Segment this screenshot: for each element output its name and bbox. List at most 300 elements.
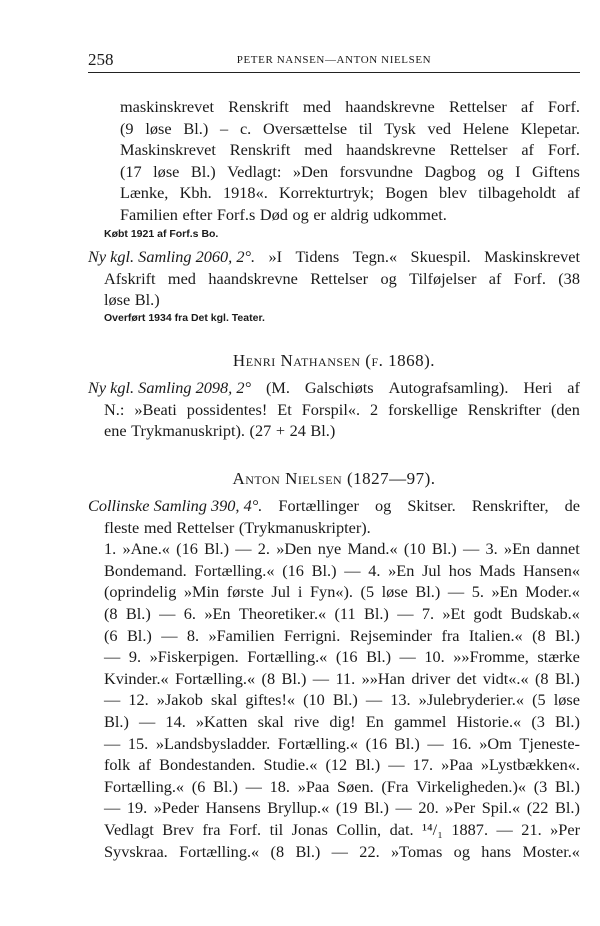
word: folk bbox=[104, 755, 131, 775]
word: 13. bbox=[390, 690, 411, 710]
word: (3 bbox=[533, 776, 548, 796]
word: Rettelser bbox=[448, 97, 507, 116]
word: Vedlagt: bbox=[227, 161, 282, 181]
word: driver bbox=[411, 668, 451, 688]
word: skal bbox=[211, 690, 238, 710]
word: »Paa bbox=[297, 776, 330, 796]
word: (8 bbox=[261, 668, 276, 688]
word: (8 bbox=[270, 841, 285, 861]
word: Bogen bbox=[385, 183, 428, 203]
word: fra bbox=[441, 625, 460, 645]
word: Forf.s bbox=[216, 204, 256, 224]
word: 21. bbox=[521, 819, 542, 839]
text-line bbox=[104, 517, 580, 539]
word: 2. bbox=[257, 539, 270, 559]
word: Vedlagt bbox=[104, 819, 154, 839]
word: Afskrift bbox=[104, 268, 156, 288]
word: (16 bbox=[176, 539, 198, 559]
text-line bbox=[104, 711, 580, 733]
word: 10. bbox=[424, 647, 445, 667]
word: »Julebryderier.« bbox=[418, 690, 525, 710]
word: Hansens bbox=[205, 798, 261, 818]
word: Maskinskrevet bbox=[120, 140, 216, 160]
word: 9. bbox=[128, 647, 142, 667]
word: Korrekturtryk; bbox=[279, 183, 374, 203]
word: Virkeligheden.)« bbox=[416, 776, 527, 796]
word: 4. bbox=[368, 560, 381, 580]
word: Kvinder.« bbox=[104, 668, 169, 688]
text-line bbox=[104, 603, 580, 625]
word: Bl.) bbox=[366, 647, 391, 667]
word: »Per bbox=[445, 798, 476, 818]
catalog-entry bbox=[88, 495, 580, 862]
word: Tidens bbox=[295, 247, 340, 266]
word: Bl.) bbox=[555, 711, 580, 731]
word: Bl.) bbox=[554, 668, 580, 688]
running-head: PETER NANSEN—ANTON NIELSEN bbox=[236, 54, 432, 66]
text-line bbox=[104, 399, 580, 421]
text-line bbox=[104, 776, 580, 798]
word: nye bbox=[317, 539, 342, 559]
word: Tjeneste- bbox=[519, 733, 580, 753]
word: Bl.) bbox=[394, 733, 420, 753]
word: Forf. bbox=[547, 97, 580, 116]
word: Bl.) bbox=[415, 582, 441, 602]
author-heading: Henri Nathansen (f. 1868). bbox=[232, 351, 436, 370]
word: udkommet. bbox=[373, 204, 447, 224]
word: i bbox=[297, 582, 303, 602]
word: »Ane.« bbox=[122, 539, 170, 559]
word: Bl.) bbox=[183, 118, 209, 138]
word: 16. bbox=[451, 733, 472, 753]
text-line bbox=[104, 841, 580, 863]
word: Moster.« bbox=[522, 841, 580, 861]
word: af bbox=[488, 268, 502, 288]
word: 1918«. bbox=[223, 183, 268, 203]
word: 24 bbox=[289, 421, 306, 441]
word: Mads bbox=[479, 560, 516, 580]
word: af bbox=[567, 183, 580, 203]
text-line bbox=[104, 797, 580, 819]
word: + bbox=[275, 421, 285, 441]
word: »»Han bbox=[361, 668, 405, 688]
word: — bbox=[331, 841, 348, 861]
word: (8 bbox=[104, 603, 118, 623]
word: stærke bbox=[537, 647, 580, 667]
word: (3 bbox=[531, 711, 545, 731]
entry-first-line bbox=[88, 377, 580, 399]
word: — bbox=[388, 755, 405, 775]
word: med bbox=[143, 517, 172, 537]
word: vidt«.« bbox=[482, 668, 529, 688]
word: er bbox=[313, 204, 326, 224]
word: Spil.« bbox=[481, 798, 521, 818]
word: med bbox=[304, 140, 333, 160]
word: c. bbox=[239, 118, 252, 138]
word: 8. bbox=[186, 625, 200, 645]
word: Bl.) bbox=[363, 603, 389, 623]
word: — bbox=[496, 819, 513, 839]
word: forsvundne bbox=[339, 161, 413, 181]
word: løse bbox=[553, 690, 580, 710]
word: Renskrifter, bbox=[471, 496, 549, 515]
word: »Katten bbox=[195, 711, 248, 731]
word: Bl.) bbox=[204, 539, 229, 559]
word: »»Fromme, bbox=[453, 647, 529, 667]
word: løse bbox=[153, 161, 180, 181]
word: 11. bbox=[335, 668, 356, 688]
word: haandskrevne bbox=[345, 97, 435, 116]
word: N.: bbox=[104, 399, 125, 419]
word: tilbageholdt bbox=[478, 183, 557, 203]
word: og bbox=[374, 496, 392, 515]
word: Død bbox=[259, 204, 288, 224]
word: — bbox=[462, 539, 480, 559]
word: — bbox=[344, 560, 361, 580]
word: Et bbox=[277, 399, 292, 419]
word: Heri bbox=[523, 378, 553, 397]
word: skal bbox=[257, 711, 284, 731]
word: ene bbox=[104, 421, 127, 441]
word: »I bbox=[268, 247, 283, 266]
word: Giftens bbox=[531, 161, 580, 181]
word: Skitser. bbox=[407, 496, 456, 515]
word: (Trykmanuskripter). bbox=[238, 517, 371, 537]
word: »Et bbox=[442, 603, 465, 623]
word: Bl.) bbox=[554, 776, 580, 796]
word: 1887. bbox=[451, 819, 489, 839]
word: — bbox=[104, 798, 121, 818]
word: (22 bbox=[526, 798, 549, 818]
word: hos bbox=[448, 560, 472, 580]
word: af bbox=[567, 378, 580, 397]
word: Bl.) bbox=[555, 798, 580, 818]
word: rive bbox=[293, 711, 320, 731]
word: Jul bbox=[271, 582, 291, 602]
text-line bbox=[120, 96, 580, 118]
word: dat. bbox=[389, 819, 414, 839]
word: godt bbox=[473, 603, 503, 623]
word: Bl.) bbox=[213, 776, 238, 796]
word: Bondemand. bbox=[104, 560, 187, 580]
word: Moder.« bbox=[525, 582, 580, 602]
word: 18. bbox=[269, 776, 290, 796]
word: — bbox=[159, 603, 176, 623]
word: løse bbox=[145, 118, 172, 138]
word: — bbox=[365, 690, 383, 710]
word: Autografsamling). bbox=[388, 378, 509, 397]
collection-reference: Ny kgl. Samling 2098, 2° bbox=[88, 378, 251, 397]
word: af bbox=[138, 755, 151, 775]
word: »En bbox=[204, 603, 231, 623]
word: Forf. bbox=[228, 819, 262, 839]
word: — bbox=[447, 582, 465, 602]
word: Ferrigni. bbox=[283, 625, 341, 645]
word: »En bbox=[491, 582, 518, 602]
text-line bbox=[104, 754, 580, 776]
text-line bbox=[104, 538, 580, 560]
word: — bbox=[399, 647, 416, 667]
word: »En bbox=[388, 560, 415, 580]
word: Fyn«). bbox=[310, 582, 353, 602]
word: fra bbox=[202, 819, 221, 839]
word: Tegn.« bbox=[352, 247, 398, 266]
author-heading: Anton Nielsen (1827—97). bbox=[232, 469, 436, 488]
word: possidentes! bbox=[186, 399, 268, 419]
word: Forspil«. bbox=[301, 399, 361, 419]
word: »Om bbox=[479, 733, 512, 753]
word: Dagbog bbox=[424, 161, 476, 181]
text-line bbox=[104, 581, 580, 603]
word: og bbox=[292, 204, 309, 224]
word: Jonas bbox=[291, 819, 328, 839]
word: »Jakob bbox=[156, 690, 203, 710]
word: Bl.) bbox=[311, 560, 337, 580]
word: og bbox=[380, 268, 397, 288]
word: »En bbox=[503, 539, 531, 559]
word: Bl.) bbox=[555, 625, 580, 645]
text-line bbox=[120, 204, 580, 226]
word: (16 bbox=[335, 647, 358, 667]
word: Forf. bbox=[547, 140, 580, 160]
word: »Landsbysladder. bbox=[155, 733, 271, 753]
entry-first-line bbox=[88, 495, 580, 517]
word: Fortælling.« bbox=[277, 733, 358, 753]
word: Fortællinger bbox=[278, 496, 359, 515]
word: Bl.) bbox=[431, 539, 457, 559]
word: »Den bbox=[276, 539, 312, 559]
word: — bbox=[312, 668, 330, 688]
provenance-note: Købt 1921 af Forf.s Bo. bbox=[104, 228, 219, 240]
word: af bbox=[521, 140, 534, 160]
word: Italien.« bbox=[468, 625, 523, 645]
word: Bl.) bbox=[190, 161, 216, 181]
word: dannet bbox=[536, 539, 580, 559]
word: ¹⁴/₁ bbox=[422, 819, 443, 839]
word: 3. bbox=[485, 539, 498, 559]
catalog-entry bbox=[88, 246, 580, 311]
word: løse bbox=[104, 290, 131, 310]
word: med bbox=[303, 97, 332, 116]
page-header bbox=[88, 50, 580, 73]
word: 19. bbox=[126, 798, 148, 818]
word: Syvskraa. bbox=[104, 841, 168, 861]
text-line bbox=[104, 689, 580, 711]
word: Bl.) bbox=[310, 421, 336, 441]
word: »Per bbox=[550, 819, 580, 839]
word: — bbox=[397, 603, 414, 623]
word: (Fra bbox=[381, 776, 409, 796]
word: Familien bbox=[120, 204, 178, 224]
word: første bbox=[226, 582, 264, 602]
word: Rettelser bbox=[176, 517, 235, 537]
word: (M. bbox=[265, 378, 290, 397]
text-line bbox=[104, 268, 580, 290]
word: Jul bbox=[422, 560, 442, 580]
word: Søen. bbox=[337, 776, 374, 796]
word: (19 bbox=[335, 798, 358, 818]
word: forskellige bbox=[388, 399, 458, 419]
word: fleste bbox=[104, 517, 140, 537]
word: og bbox=[453, 841, 470, 861]
word: Bl.) bbox=[332, 690, 358, 710]
word: Hansen« bbox=[523, 560, 580, 580]
word: Tysk bbox=[384, 118, 416, 138]
word: de bbox=[564, 496, 580, 515]
word: Fortælling.« bbox=[104, 776, 185, 796]
word: (10 bbox=[303, 690, 325, 710]
word: Bl.) bbox=[355, 755, 381, 775]
word: (16 bbox=[365, 733, 388, 753]
word: Renskrifter bbox=[467, 399, 541, 419]
word: (6 bbox=[191, 776, 206, 796]
word: maskinskrevet bbox=[120, 97, 215, 116]
word: til bbox=[269, 819, 284, 839]
text-line bbox=[104, 819, 580, 841]
word: — bbox=[395, 798, 412, 818]
word: 17. bbox=[412, 755, 434, 775]
word: Forf. bbox=[513, 268, 546, 288]
word: 12. bbox=[128, 690, 149, 710]
word: 6. bbox=[183, 603, 196, 623]
word: (9 bbox=[120, 118, 134, 138]
word: »Lystbækken«. bbox=[480, 755, 580, 775]
word: Fortælling.« bbox=[179, 841, 260, 861]
word: Renskrift bbox=[228, 97, 289, 116]
word: »Paa bbox=[441, 755, 473, 775]
word: Studie.« bbox=[263, 755, 318, 775]
word: haandskrevne bbox=[346, 140, 436, 160]
text-line bbox=[104, 646, 580, 668]
text-line bbox=[120, 139, 580, 161]
word: — bbox=[104, 690, 121, 710]
word: Bl.) bbox=[134, 290, 160, 310]
word: Galschiøts bbox=[304, 378, 374, 397]
word: Bl.) bbox=[295, 841, 321, 861]
word: Collin, bbox=[336, 819, 382, 839]
word: »Den bbox=[292, 161, 329, 181]
word: »Fiskerpigen. bbox=[149, 647, 239, 667]
word: »Tomas bbox=[391, 841, 443, 861]
word: Tilføjelser bbox=[409, 268, 477, 288]
word: (5 bbox=[360, 582, 375, 602]
word: Kbh. bbox=[179, 183, 212, 203]
word: (11 bbox=[334, 603, 356, 623]
entry-first-line bbox=[88, 246, 580, 268]
word: haandskrevne bbox=[208, 268, 298, 288]
word: Bl.) bbox=[364, 798, 389, 818]
word: aldrig bbox=[330, 204, 369, 224]
word: — bbox=[427, 733, 444, 753]
word: — bbox=[104, 733, 121, 753]
word: — bbox=[104, 647, 121, 667]
word: 20. bbox=[418, 798, 439, 818]
word: og bbox=[487, 161, 504, 181]
word: giftes!« bbox=[245, 690, 296, 710]
word: Trykmanuskript). bbox=[131, 421, 245, 441]
word: (16 bbox=[282, 560, 304, 580]
word: med bbox=[167, 268, 196, 288]
word: blev bbox=[439, 183, 468, 203]
word: 5. bbox=[471, 582, 484, 602]
word: (8 bbox=[535, 668, 549, 688]
word: »Familien bbox=[208, 625, 275, 645]
word: Rettelser bbox=[310, 268, 369, 288]
text-line bbox=[104, 560, 580, 582]
text-line bbox=[104, 733, 580, 755]
word: Brev bbox=[162, 819, 194, 839]
word: »Beati bbox=[134, 399, 177, 419]
word: Klepetar. bbox=[520, 118, 580, 138]
word: 22. bbox=[359, 841, 380, 861]
word: — bbox=[161, 625, 178, 645]
text-line bbox=[120, 182, 580, 204]
continuation-block bbox=[120, 96, 580, 226]
word: 15. bbox=[127, 733, 149, 753]
word: Bl.) bbox=[126, 625, 152, 645]
word: af bbox=[521, 97, 534, 116]
word: Bl.) bbox=[125, 603, 151, 623]
catalog-entry bbox=[88, 377, 580, 442]
word: Helene bbox=[462, 118, 509, 138]
word: En bbox=[365, 711, 384, 731]
text-line bbox=[120, 161, 580, 183]
word: (12 bbox=[325, 755, 348, 775]
provenance-note: Overført 1934 fra Det kgl. Teater. bbox=[104, 312, 265, 324]
word: (38 bbox=[558, 268, 580, 288]
collection-reference: Collinske Samling 390, 4°. bbox=[88, 496, 263, 515]
word: 14. bbox=[165, 711, 186, 731]
word: (8 bbox=[532, 625, 546, 645]
word: (17 bbox=[120, 161, 142, 181]
word: Historie.« bbox=[456, 711, 522, 731]
word: »Peder bbox=[153, 798, 199, 818]
word: (27 bbox=[249, 421, 272, 441]
word: Bondestanden. bbox=[159, 755, 256, 775]
word: gammel bbox=[393, 711, 447, 731]
word: Fortælling.« bbox=[175, 668, 256, 688]
word: Bryllup.« bbox=[267, 798, 330, 818]
word: (6 bbox=[104, 625, 118, 645]
text-line bbox=[120, 118, 580, 140]
word: Mand.« bbox=[347, 539, 398, 559]
word: (10 bbox=[403, 539, 426, 559]
word: Lænke, bbox=[120, 183, 169, 203]
word: Rettelser bbox=[449, 140, 508, 160]
word: »Min bbox=[183, 582, 220, 602]
word: 7. bbox=[421, 603, 435, 623]
word: — bbox=[245, 776, 262, 796]
word: Theoretiker.« bbox=[238, 603, 327, 623]
word: til bbox=[358, 118, 373, 138]
word: 2 bbox=[370, 399, 379, 419]
word: Fortælling.« bbox=[194, 560, 275, 580]
word: 1. bbox=[104, 539, 117, 559]
word: Budskab.« bbox=[510, 603, 580, 623]
word: (den bbox=[550, 399, 580, 419]
word: I bbox=[515, 161, 521, 181]
word: — bbox=[235, 539, 252, 559]
collection-reference: Ny kgl. Samling 2060, 2°. bbox=[88, 247, 256, 266]
text-line bbox=[104, 668, 580, 690]
word: Rejseminder bbox=[349, 625, 433, 645]
word: Maskinskrevet bbox=[484, 247, 580, 266]
word: ved bbox=[427, 118, 452, 138]
text-line bbox=[104, 420, 580, 442]
word: Bl.) bbox=[281, 668, 307, 688]
word: hans bbox=[481, 841, 512, 861]
word: dig! bbox=[329, 711, 356, 731]
